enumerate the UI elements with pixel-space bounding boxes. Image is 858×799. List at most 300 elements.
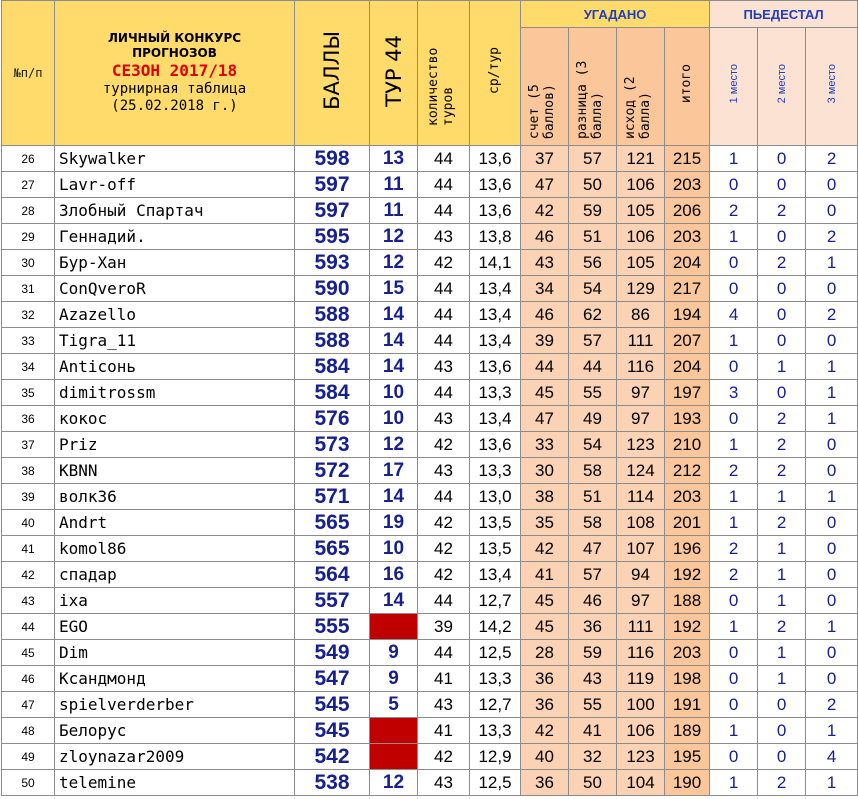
place3-cell: 2 [806,146,858,172]
place3-cell: 0 [806,432,858,458]
rounds-cell: 43 [418,692,470,718]
outcome-hits-cell: 106 [617,224,665,250]
diff-hits-cell: 46 [569,588,617,614]
score-hits-cell: 35 [521,510,569,536]
diff-hits-cell: 62 [569,302,617,328]
tour-cell: 12 [370,224,418,250]
rounds-cell: 42 [418,432,470,458]
table-row [2,328,858,354]
points-cell: 549 [295,640,370,666]
avg-cell: 13,5 [470,536,521,562]
diff-hits-cell: 57 [569,328,617,354]
place1-cell: 0 [710,744,758,770]
diff-hits-cell: 57 [569,562,617,588]
place2-cell: 0 [758,328,806,354]
rounds-cell: 44 [418,588,470,614]
diff-hits-cell: 32 [569,744,617,770]
tour-cell: 10 [370,536,418,562]
participant-name: Priz [55,432,295,458]
total-hits-cell: 204 [665,354,710,380]
participant-name: ConQveroR [55,276,295,302]
tour-cell: 14 [370,328,418,354]
place3-cell: 2 [806,224,858,250]
score-hits-cell: 36 [521,666,569,692]
place1-cell: 0 [710,692,758,718]
tour-cell: 12 [370,250,418,276]
diff-hits-cell: 43 [569,666,617,692]
row-number: 29 [2,224,55,250]
row-number: 36 [2,406,55,432]
place1-cell: 0 [710,250,758,276]
place2-cell: 1 [758,666,806,692]
avg-cell: 13,0 [470,484,521,510]
rounds-cell: 42 [418,510,470,536]
row-number: 42 [2,562,55,588]
total-hits-cell: 191 [665,692,710,718]
outcome-hits-cell: 116 [617,354,665,380]
tour-cell [370,718,418,744]
outcome-hits-cell: 86 [617,302,665,328]
participant-name: Lavr-off [55,172,295,198]
table-row [2,250,858,276]
table-row [2,224,858,250]
row-number: 31 [2,276,55,302]
total-hits-cell: 206 [665,198,710,224]
place1-cell: 0 [710,276,758,302]
place1-cell: 0 [710,406,758,432]
points-cell: 545 [295,692,370,718]
outcome-hits-cell: 105 [617,250,665,276]
score-hits-cell: 36 [521,770,569,796]
participant-name: Azazello [55,302,295,328]
table-row [2,276,858,302]
points-cell: 573 [295,432,370,458]
participant-name: Геннадий. [55,224,295,250]
total-hits-cell: 217 [665,276,710,302]
participant-name: Skywalker [55,146,295,172]
score-hits-cell: 46 [521,302,569,328]
place2-cell: 0 [758,744,806,770]
avg-cell: 12,7 [470,588,521,614]
tour-cell: 12 [370,432,418,458]
avg-cell: 13,8 [470,224,521,250]
row-number: 37 [2,432,55,458]
points-cell: 588 [295,302,370,328]
participant-name: KBNN [55,458,295,484]
rounds-cell: 39 [418,614,470,640]
col-header-points: БАЛЛЫ [295,1,370,146]
rounds-cell: 44 [418,380,470,406]
place3-cell: 4 [806,744,858,770]
avg-cell: 12,5 [470,640,521,666]
tour-cell: 9 [370,666,418,692]
score-hits-cell: 42 [521,198,569,224]
place2-cell: 0 [758,224,806,250]
group-header-guessed: УГАДАНО [521,1,710,28]
outcome-hits-cell: 107 [617,536,665,562]
place2-cell: 1 [758,562,806,588]
place3-cell: 1 [806,770,858,796]
place3-cell: 0 [806,666,858,692]
tour-cell: 19 [370,510,418,536]
col-header-place3: 3 место [806,28,858,146]
points-cell: 557 [295,588,370,614]
place1-cell: 0 [710,588,758,614]
score-hits-cell: 42 [521,718,569,744]
participant-name: Белорус [55,718,295,744]
avg-cell: 12,5 [470,770,521,796]
avg-cell: 12,7 [470,692,521,718]
rounds-cell: 43 [418,458,470,484]
score-hits-cell: 42 [521,536,569,562]
place2-cell: 0 [758,380,806,406]
row-number: 34 [2,354,55,380]
points-cell: 538 [295,770,370,796]
points-cell: 584 [295,380,370,406]
row-number: 38 [2,458,55,484]
place1-cell: 2 [710,536,758,562]
table-row [2,666,858,692]
score-hits-cell: 33 [521,432,569,458]
row-number: 46 [2,666,55,692]
place3-cell: 0 [806,172,858,198]
place3-cell: 2 [806,302,858,328]
place2-cell: 1 [758,536,806,562]
tour-cell: 11 [370,198,418,224]
place1-cell: 0 [710,640,758,666]
total-hits-cell: 193 [665,406,710,432]
place3-cell: 0 [806,198,858,224]
table-row [2,692,858,718]
rounds-cell: 42 [418,536,470,562]
avg-cell: 13,4 [470,328,521,354]
col-header-place2: 2 место [758,28,806,146]
rounds-cell: 44 [418,276,470,302]
avg-cell: 13,4 [470,276,521,302]
place3-cell: 0 [806,328,858,354]
total-hits-cell: 204 [665,250,710,276]
diff-hits-cell: 57 [569,146,617,172]
outcome-hits-cell: 129 [617,276,665,302]
place3-cell: 1 [806,718,858,744]
avg-cell: 13,6 [470,432,521,458]
score-hits-cell: 47 [521,406,569,432]
diff-hits-cell: 47 [569,536,617,562]
participant-name: Злобный Спартач [55,198,295,224]
outcome-hits-cell: 97 [617,588,665,614]
points-cell: 588 [295,328,370,354]
table-row [2,562,858,588]
col-header-number: №п/п [2,1,55,146]
col-header-diff: разница (3 балла) [569,28,617,146]
avg-cell: 12,9 [470,744,521,770]
points-cell: 598 [295,146,370,172]
table-row [2,146,858,172]
diff-hits-cell: 50 [569,172,617,198]
place2-cell: 0 [758,302,806,328]
tour-cell: 14 [370,588,418,614]
place1-cell: 1 [710,614,758,640]
tour-cell: 13 [370,146,418,172]
row-number: 28 [2,198,55,224]
outcome-hits-cell: 108 [617,510,665,536]
row-number: 47 [2,692,55,718]
rounds-cell: 41 [418,666,470,692]
points-cell: 571 [295,484,370,510]
score-hits-cell: 46 [521,224,569,250]
avg-cell: 13,3 [470,666,521,692]
participant-name: Andrt [55,510,295,536]
rounds-cell: 43 [418,224,470,250]
place2-cell: 2 [758,406,806,432]
rounds-cell: 44 [418,302,470,328]
total-hits-cell: 201 [665,510,710,536]
score-hits-cell: 40 [521,744,569,770]
avg-cell: 14,1 [470,250,521,276]
rounds-cell: 44 [418,640,470,666]
participant-name: EGO [55,614,295,640]
outcome-hits-cell: 123 [617,744,665,770]
rounds-cell: 44 [418,484,470,510]
place2-cell: 2 [758,250,806,276]
total-hits-cell: 203 [665,172,710,198]
place1-cell: 0 [710,172,758,198]
table-row [2,458,858,484]
col-header-avg: ср/тур [470,1,521,146]
place2-cell: 1 [758,640,806,666]
table-row [2,718,858,744]
avg-cell: 13,6 [470,146,521,172]
table-row [2,510,858,536]
place2-cell: 0 [758,718,806,744]
points-cell: 565 [295,536,370,562]
row-number: 35 [2,380,55,406]
place3-cell: 0 [806,510,858,536]
score-hits-cell: 47 [521,172,569,198]
place2-cell: 2 [758,770,806,796]
place3-cell: 1 [806,380,858,406]
avg-cell: 14,2 [470,614,521,640]
outcome-hits-cell: 124 [617,458,665,484]
rounds-cell: 43 [418,770,470,796]
row-number: 49 [2,744,55,770]
tour-cell: 14 [370,484,418,510]
row-number: 50 [2,770,55,796]
participant-name: Dim [55,640,295,666]
points-cell: 576 [295,406,370,432]
points-cell: 584 [295,354,370,380]
place3-cell: 0 [806,588,858,614]
place2-cell: 2 [758,510,806,536]
avg-cell: 13,3 [470,458,521,484]
date-label: (25.02.2018 г.) [111,98,238,114]
table-body [2,146,858,796]
tour-cell: 9 [370,640,418,666]
score-hits-cell: 45 [521,380,569,406]
season-label: СЕЗОН 2017/18 [111,60,238,80]
participant-name: Anticoнь [55,354,295,380]
table-row [2,536,858,562]
rounds-cell: 42 [418,562,470,588]
place3-cell: 2 [806,692,858,718]
row-number: 40 [2,510,55,536]
place2-cell: 1 [758,588,806,614]
place1-cell: 2 [710,458,758,484]
place3-cell: 0 [806,536,858,562]
table-row [2,432,858,458]
diff-hits-cell: 51 [569,484,617,510]
participant-name: спадар [55,562,295,588]
place1-cell: 1 [710,718,758,744]
rounds-cell: 44 [418,146,470,172]
table-row [2,484,858,510]
avg-cell: 13,4 [470,562,521,588]
tour-cell: 10 [370,380,418,406]
outcome-hits-cell: 105 [617,198,665,224]
place1-cell: 4 [710,302,758,328]
points-cell: 542 [295,744,370,770]
outcome-hits-cell: 97 [617,406,665,432]
title-line1: ЛИЧНЫЙ КОНКУРС [107,30,242,45]
total-hits-cell: 212 [665,458,710,484]
rounds-cell: 44 [418,172,470,198]
outcome-hits-cell: 114 [617,484,665,510]
points-cell: 597 [295,198,370,224]
tour-cell [370,614,418,640]
table-row [2,770,858,796]
score-hits-cell: 45 [521,588,569,614]
points-cell: 595 [295,224,370,250]
rounds-cell: 41 [418,718,470,744]
place2-cell: 0 [758,276,806,302]
place2-cell: 1 [758,354,806,380]
score-hits-cell: 36 [521,692,569,718]
score-hits-cell: 34 [521,276,569,302]
participant-name: dimitrossm [55,380,295,406]
place3-cell: 1 [806,354,858,380]
tour-cell: 17 [370,458,418,484]
table-row [2,744,858,770]
table-title [55,1,295,146]
points-cell: 565 [295,510,370,536]
points-cell: 547 [295,666,370,692]
place2-cell: 1 [758,484,806,510]
diff-hits-cell: 50 [569,770,617,796]
diff-hits-cell: 55 [569,380,617,406]
row-number: 41 [2,536,55,562]
place1-cell: 1 [710,770,758,796]
participant-name: Ксандмонд [55,666,295,692]
col-header-tour: ТУР 44 [370,1,418,146]
avg-cell: 13,6 [470,172,521,198]
rounds-cell: 42 [418,744,470,770]
total-hits-cell: 195 [665,744,710,770]
place3-cell: 0 [806,276,858,302]
col-header-total: итого [665,28,710,146]
diff-hits-cell: 59 [569,640,617,666]
diff-hits-cell: 51 [569,224,617,250]
score-hits-cell: 39 [521,328,569,354]
points-cell: 597 [295,172,370,198]
title-line2: ПРОГНОЗОВ [132,45,217,60]
diff-hits-cell: 54 [569,432,617,458]
place3-cell: 0 [806,562,858,588]
diff-hits-cell: 49 [569,406,617,432]
score-hits-cell: 30 [521,458,569,484]
place3-cell: 1 [806,614,858,640]
rounds-cell: 43 [418,406,470,432]
total-hits-cell: 189 [665,718,710,744]
total-hits-cell: 188 [665,588,710,614]
total-hits-cell: 192 [665,562,710,588]
score-hits-cell: 37 [521,146,569,172]
outcome-hits-cell: 111 [617,614,665,640]
total-hits-cell: 197 [665,380,710,406]
group-header-podium: ПЬЕДЕСТАЛ [710,1,858,28]
avg-cell: 13,4 [470,302,521,328]
place1-cell: 2 [710,198,758,224]
place1-cell: 2 [710,562,758,588]
place2-cell: 0 [758,172,806,198]
place3-cell: 0 [806,458,858,484]
total-hits-cell: 203 [665,224,710,250]
diff-hits-cell: 54 [569,276,617,302]
place1-cell: 1 [710,328,758,354]
table-row [2,354,858,380]
total-hits-cell: 192 [665,614,710,640]
outcome-hits-cell: 106 [617,172,665,198]
diff-hits-cell: 58 [569,458,617,484]
table-row [2,614,858,640]
row-number: 26 [2,146,55,172]
participant-name: komol86 [55,536,295,562]
tour-cell: 15 [370,276,418,302]
table-row [2,640,858,666]
outcome-hits-cell: 121 [617,146,665,172]
place2-cell: 2 [758,458,806,484]
outcome-hits-cell: 94 [617,562,665,588]
avg-cell: 13,6 [470,198,521,224]
outcome-hits-cell: 97 [617,380,665,406]
total-hits-cell: 207 [665,328,710,354]
outcome-hits-cell: 106 [617,718,665,744]
avg-cell: 13,5 [470,510,521,536]
place1-cell: 1 [710,510,758,536]
tour-cell: 14 [370,302,418,328]
outcome-hits-cell: 100 [617,692,665,718]
outcome-hits-cell: 123 [617,432,665,458]
row-number: 30 [2,250,55,276]
tour-cell: 5 [370,692,418,718]
outcome-hits-cell: 116 [617,640,665,666]
participant-name: Tigra_11 [55,328,295,354]
score-hits-cell: 45 [521,614,569,640]
diff-hits-cell: 58 [569,510,617,536]
tour-cell: 12 [370,770,418,796]
diff-hits-cell: 44 [569,354,617,380]
place3-cell: 1 [806,484,858,510]
participant-name: telemine [55,770,295,796]
diff-hits-cell: 36 [569,614,617,640]
points-cell: 590 [295,276,370,302]
table-row [2,198,858,224]
place1-cell: 3 [710,380,758,406]
diff-hits-cell: 56 [569,250,617,276]
outcome-hits-cell: 111 [617,328,665,354]
diff-hits-cell: 59 [569,198,617,224]
tour-cell: 10 [370,406,418,432]
rounds-cell: 44 [418,198,470,224]
